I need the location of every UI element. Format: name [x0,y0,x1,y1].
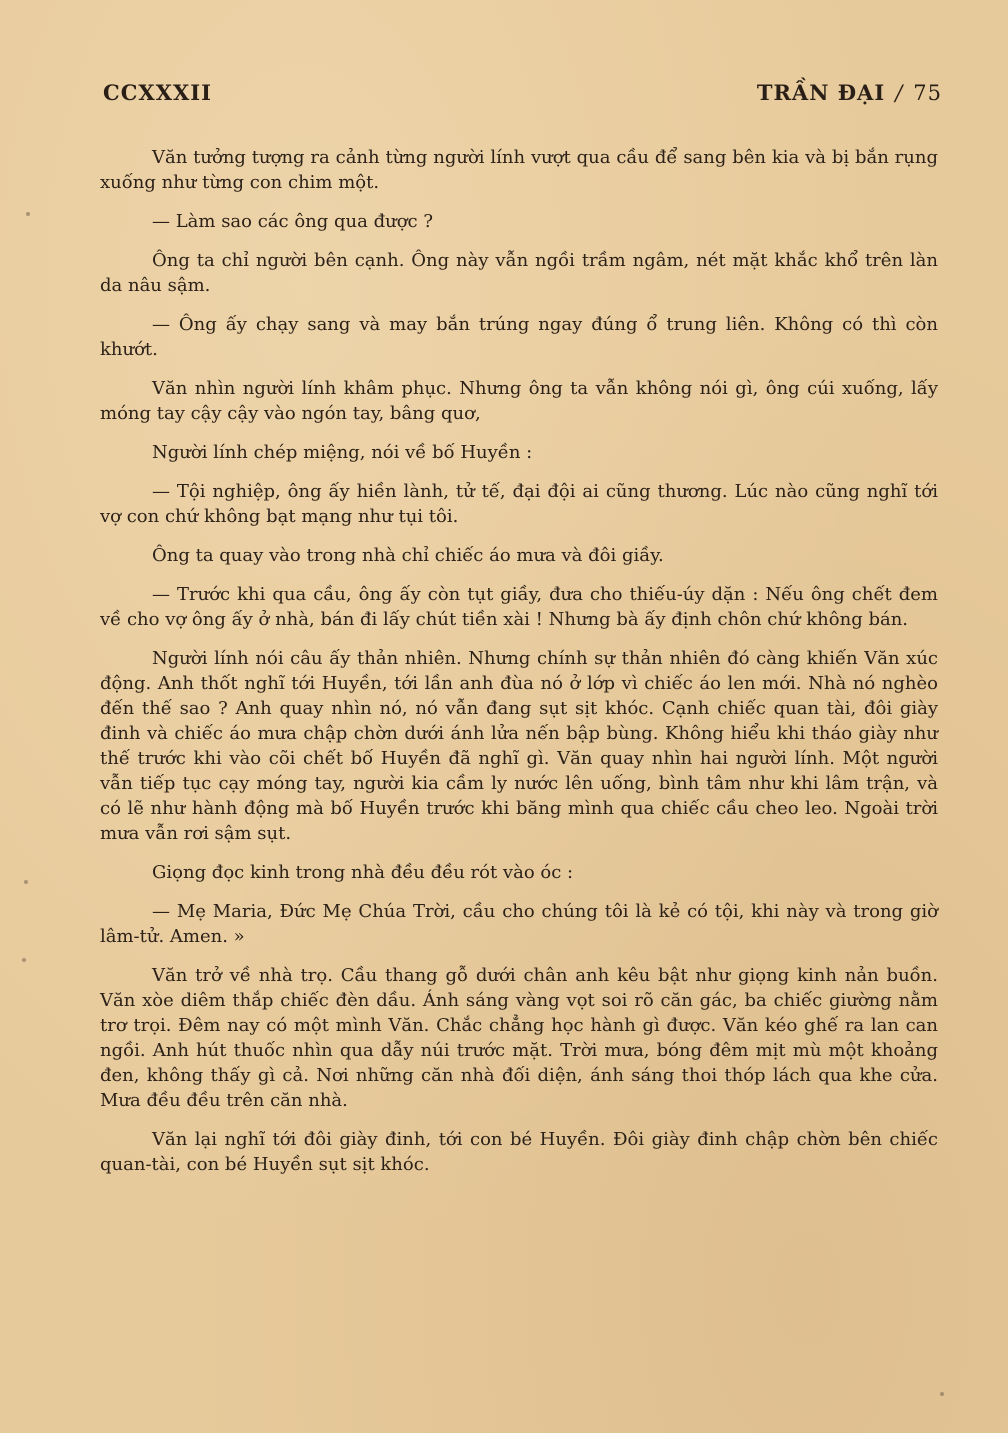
page-body [100,145,938,1191]
scan-speck [940,1392,944,1396]
paragraph: Văn nhìn người lính khâm phục. Nhưng ông ta vẫn không nói gì, ông cúi xuống, lấy móng tay cậy cậy vào ngón tay, bâng quơ, [100,378,938,424]
header-right [757,80,942,105]
paragraph: Văn lại nghĩ tới đôi giày đinh, tới con bé Huyền. Đôi giày đinh chập chờn bên chiếc quan-tài, con bé Huyền sụt sịt khóc. [100,1129,938,1175]
author-name: TRẦN ĐẠI [756,80,886,105]
paragraph: — Mẹ Maria, Đức Mẹ Chúa Trời, cầu cho chúng tôi là kẻ có tội, khi này và trong giờ lâm-tử. Amen. » [100,901,938,947]
paragraph: — Làm sao các ông qua được ? [152,211,433,232]
paragraph: Văn trở về nhà trọ. Cầu thang gỗ dưới chân anh kêu bật như giọng kinh nản buồn. Văn xòe diêm thắp chiếc đèn dầu. Ánh sáng vàng vọt soi rõ căn gác, ba chiếc giường nằm trơ trọi. Đêm nay có một mình Văn. Chắc chẳng học hành gì được. Văn kéo ghế ra lan can ngồi. Anh hút thuốc nhìn qua dẫy núi trước mặt. Trời mưa, bóng đêm mịt mù một khoảng đen, không thấy gì cả. Nơi những căn nhà đối diện, ánh sáng thoi thóp lách qua khe cửa. Mưa đều đều trên căn nhà. [100,965,938,1111]
paragraph: Ông ta quay vào trong nhà chỉ chiếc áo mưa và đôi giầy. [152,545,664,566]
page-number: 75 [913,81,942,105]
scan-speck [24,880,28,884]
paragraph: Người lính nói câu ấy thản nhiên. Nhưng chính sự thản nhiên đó càng khiến Văn xúc động. Anh thốt nghĩ tới Huyền, tới lần anh đùa nó ở lớp vì chiếc áo len mới. Nhà nó nghèo đến thế sao ? Anh quay nhìn nó, nó vẫn đang sụt sịt khóc. Cạnh chiếc quan tài, đôi giày đinh và chiếc áo mưa chập chờn dưới ánh lửa nến bập bùng. Không hiểu khi tháo giày như thế trước khi vào cõi chết bố Huyền đã nghĩ gì. Văn quay nhìn hai người lính. Một người vẫn tiếp tục cạy móng tay, người kia cầm ly nước lên uống, bình tâm như khi lâm trận, và có lẽ như hành động mà bố Huyền trước khi băng mình qua chiếc cầu cheo leo. Ngoài trời mưa vẫn rơi sậm sụt. [100,648,938,844]
chapter-number: CCXXXII [103,80,212,105]
paragraph: Ông ta chỉ người bên cạnh. Ông này vẫn ngồi trầm ngâm, nét mặt khắc khổ trên làn da nâu sậm. [100,250,938,296]
running-header [103,80,942,112]
scan-speck [26,212,30,216]
paragraph: Người lính chép miệng, nói về bố Huyền : [152,442,533,463]
paragraph: Giọng đọc kinh trong nhà đều đều rót vào óc : [152,862,574,883]
paragraph: — Ông ấy chạy sang và may bắn trúng ngay đúng ổ trung liên. Không có thì còn khướt. [100,314,938,360]
header-separator: / [895,81,904,105]
paragraph: — Tội nghiệp, ông ấy hiền lành, tử tế, đại đội ai cũng thương. Lúc nào cũng nghĩ tới vợ con chứ không bạt mạng như tụi tôi. [100,481,938,527]
paragraph: — Trước khi qua cầu, ông ấy còn tụt giầy, đưa cho thiếu-úy dặn : Nếu ông chết đem về cho vợ ông ấy ở nhà, bán đi lấy chút tiền xài ! Nhưng bà ấy định chôn chứ không bán. [100,584,938,630]
scan-speck [22,958,26,962]
paragraph: Văn tưởng tượng ra cảnh từng người lính vượt qua cầu để sang bên kia và bị bắn rụng xuống như từng con chim một. [100,147,938,193]
